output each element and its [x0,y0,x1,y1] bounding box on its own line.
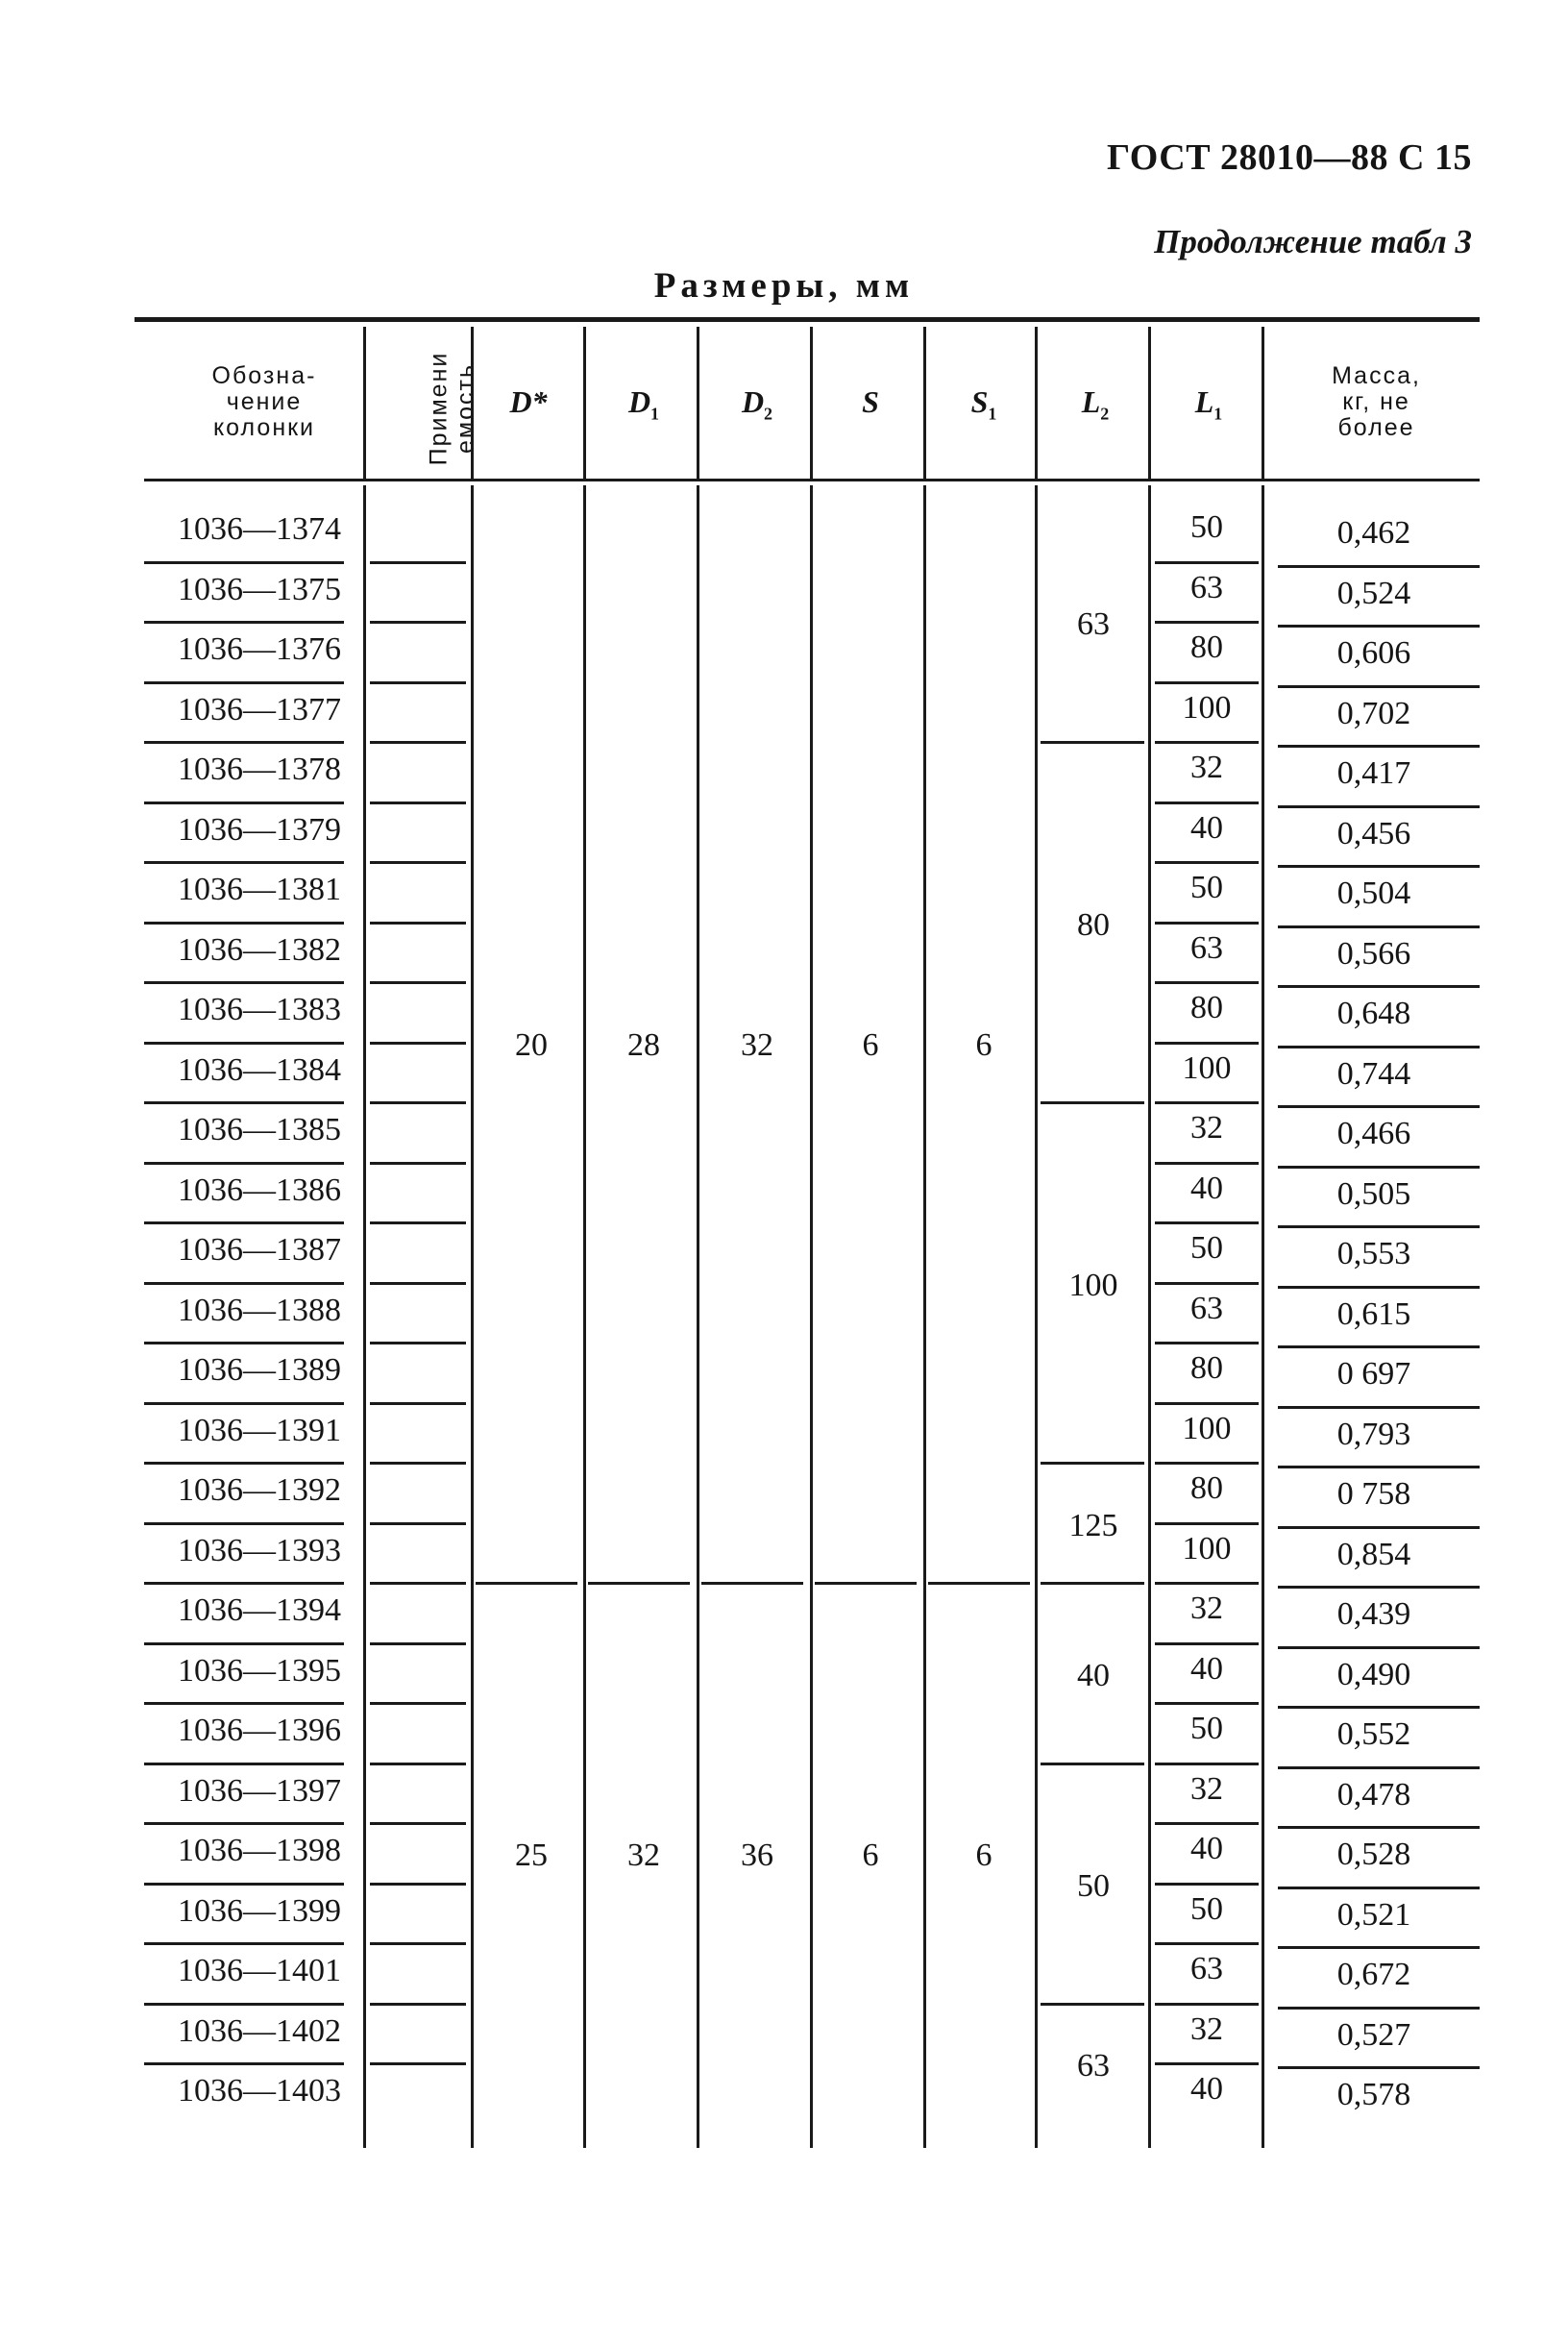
l1-underline [1155,1462,1259,1465]
l1-cell: 32 [1190,750,1223,785]
designation-cell: 1036—1395 [178,1652,341,1689]
designation-underline [144,922,344,925]
header-l2 [1040,384,1151,424]
designation-underline [144,621,344,624]
l1-cell: 32 [1190,1591,1223,1626]
l2-group-cell: 50 [1077,1867,1110,1904]
designation-cell: 1036—1397 [178,1772,341,1809]
mass-underline [1278,985,1480,988]
designation-cell: 1036—1391 [178,1412,341,1448]
header-bottom-rule [144,479,1480,481]
designation-underline [144,1042,344,1045]
l1-cell: 40 [1190,1831,1223,1866]
designation-underline [144,2003,344,2006]
mass-cell: 0,417 [1336,755,1411,791]
l1-underline [1155,1101,1259,1104]
header-s1 [928,384,1040,424]
designation-cell: 1036—1376 [178,631,341,667]
l1-cell: 32 [1190,1110,1223,1146]
l2-group-cell: 40 [1077,1657,1110,1693]
l2-group-rule [1041,1763,1144,1765]
l1-cell: 100 [1182,689,1232,726]
designation-cell: 1036—1386 [178,1172,341,1208]
mass-underline [1278,1706,1480,1709]
l1-cell: 100 [1182,1410,1232,1446]
mass-cell: 0,524 [1336,575,1411,611]
header-column-rule [810,327,813,479]
mass-underline [1278,1646,1480,1649]
l1-cell: 50 [1190,870,1223,905]
designation-underline [144,1822,344,1825]
table-top-rule [135,317,1480,322]
mass-underline [1278,1946,1480,1949]
l1-underline [1155,1282,1259,1285]
mass-underline [1278,1046,1480,1048]
l1-cell: 40 [1190,1650,1223,1687]
designation-cell: 1036—1393 [178,1532,341,1568]
mass-underline [1278,625,1480,628]
mass-cell: 0 697 [1336,1356,1411,1392]
mass-underline [1278,685,1480,688]
l2-group-cell: 63 [1077,606,1110,642]
dimension-group-rule [588,1582,690,1585]
body-column-rule [471,485,474,2148]
mass-cell: 0,744 [1336,1055,1411,1092]
designation-cell: 1036—1381 [178,872,341,907]
l1-underline [1155,681,1259,684]
mass-cell: 0,793 [1336,1416,1411,1452]
designation-cell: 1036—1396 [178,1713,341,1748]
applicability-underline [370,1763,466,1765]
mass-underline [1278,2066,1480,2069]
header-d-label: D* [509,384,548,419]
designation-cell: 1036—1384 [178,1051,341,1088]
mass-underline [1278,2007,1480,2010]
mass-underline [1278,1225,1480,1228]
dimension-group-cell: 36 [741,1837,773,1874]
l1-cell: 80 [1190,1470,1223,1506]
header-mass-line: Масса, [1332,362,1421,389]
l1-underline [1155,1822,1259,1825]
mass-underline [1278,1826,1480,1829]
l1-cell: 100 [1182,1049,1232,1086]
applicability-underline [370,1162,466,1165]
designation-underline [144,861,344,864]
header-mass [1273,363,1480,441]
mass-cell: 0,505 [1336,1175,1411,1212]
l1-underline [1155,1642,1259,1645]
designation-underline [144,681,344,684]
mass-cell: 0,854 [1336,1536,1411,1572]
designation-underline [144,1402,344,1405]
applicability-underline [370,1642,466,1645]
mass-cell: 0 758 [1336,1476,1411,1512]
dimension-group-cell: 32 [627,1837,660,1874]
l1-underline [1155,741,1259,744]
dimension-group-rule [928,1582,1030,1585]
l1-underline [1155,621,1259,624]
mass-cell: 0,615 [1336,1295,1411,1332]
designation-cell: 1036—1377 [178,691,341,728]
designation-cell: 1036—1382 [178,931,341,968]
l1-cell: 63 [1190,569,1223,605]
l1-cell: 80 [1190,629,1223,665]
applicability-underline [370,1342,466,1344]
header-d [476,384,581,420]
dimensions-caption: Размеры, мм [653,266,915,306]
designation-underline [144,1763,344,1765]
applicability-underline [370,1042,466,1045]
l2-group-cell: 125 [1068,1507,1118,1543]
body-column-rule [697,485,699,2148]
applicability-underline [370,2062,466,2065]
header-l1-label: L [1194,384,1214,419]
header-mass-line: более [1337,414,1415,441]
designation-cell: 1036—1379 [178,811,341,848]
header-column-rule [1262,327,1264,479]
header-d2 [701,384,813,424]
applicability-underline [370,861,466,864]
designation-cell: 1036—1375 [178,571,341,607]
l1-underline [1155,2003,1259,2006]
applicability-underline [370,802,466,804]
applicability-underline [370,681,466,684]
l2-group-rule [1041,741,1144,744]
mass-underline [1278,865,1480,868]
designation-underline [144,1642,344,1645]
mass-underline [1278,1526,1480,1529]
l1-cell: 40 [1190,2071,1223,2107]
mass-cell: 0,504 [1336,876,1411,911]
applicability-underline [370,1101,466,1104]
dimension-group-cell: 32 [741,1026,773,1063]
header-column-rule [1035,327,1038,479]
header-designation-line: Обозна- [211,362,317,389]
designation-cell: 1036—1383 [178,992,341,1027]
l1-underline [1155,1221,1259,1224]
dimension-group-cell: 6 [862,1837,879,1874]
mass-underline [1278,745,1480,748]
header-column-rule [923,327,926,479]
header-s-label: S [862,384,879,419]
applicability-underline [370,1282,466,1285]
mass-cell: 0,566 [1336,935,1411,972]
mass-underline [1278,565,1480,568]
l1-underline [1155,1402,1259,1405]
dimension-group-rule [815,1582,917,1585]
l1-cell: 50 [1190,1711,1223,1746]
header-applicability-line: емость [452,363,479,454]
header-column-rule [1148,327,1151,479]
mass-cell: 0,462 [1336,515,1411,551]
designation-underline [144,561,344,564]
dimension-group-rule [701,1582,803,1585]
header-designation [154,363,375,441]
header-d2-subscript: 2 [764,404,773,424]
applicability-underline [370,1883,466,1886]
designation-underline [144,802,344,804]
applicability-underline [370,1402,466,1405]
body-column-rule [810,485,813,2148]
l1-underline [1155,1702,1259,1705]
applicability-underline [370,1942,466,1945]
mass-underline [1278,1406,1480,1409]
l1-cell: 50 [1190,509,1223,545]
designation-underline [144,1462,344,1465]
designation-underline [144,1702,344,1705]
designation-cell: 1036—1389 [178,1352,341,1388]
designation-cell: 1036—1374 [178,511,341,547]
l1-underline [1155,1162,1259,1165]
designation-cell: 1036—1394 [178,1592,341,1628]
mass-cell: 0,439 [1336,1596,1411,1632]
l1-cell: 80 [1190,990,1223,1025]
designation-cell: 1036—1402 [178,2012,341,2049]
header-s1-label: S [970,384,989,419]
l2-group-rule [1041,1582,1144,1585]
mass-cell: 0,702 [1336,695,1411,731]
l2-group-cell: 80 [1077,906,1110,943]
applicability-underline [370,1462,466,1465]
designation-cell: 1036—1388 [178,1292,341,1328]
mass-underline [1278,1766,1480,1769]
mass-cell: 0,490 [1336,1656,1411,1692]
l1-cell: 32 [1190,1770,1223,1807]
l1-underline [1155,1042,1259,1045]
header-mass-line: кг, не [1342,388,1410,415]
designation-underline [144,1342,344,1344]
l1-underline [1155,561,1259,564]
designation-cell: 1036—1401 [178,1953,341,1988]
header-d1-subscript: 1 [650,404,660,424]
l1-cell: 32 [1190,2010,1223,2047]
mass-underline [1278,1345,1480,1348]
designation-cell: 1036—1387 [178,1232,341,1268]
header-designation-line: чение [226,388,303,415]
mass-underline [1278,1586,1480,1589]
header-l1 [1153,384,1264,424]
header-d1 [588,384,699,424]
applicability-underline [370,2003,466,2006]
l1-underline [1155,981,1259,984]
designation-underline [144,2062,344,2065]
mass-cell: 0,527 [1336,2016,1411,2053]
mass-cell: 0,578 [1336,2077,1411,2112]
designation-cell: 1036—1399 [178,1892,341,1929]
l1-underline [1155,802,1259,804]
header-d1-label: D [627,384,651,419]
l1-cell: 50 [1190,1230,1223,1266]
l1-underline [1155,922,1259,925]
designation-underline [144,1282,344,1285]
header-column-rule [697,327,699,479]
mass-cell: 0,553 [1336,1236,1411,1271]
l2-group-cell: 100 [1068,1267,1118,1303]
body-column-rule [583,485,586,2148]
applicability-underline [370,561,466,564]
designation-cell: 1036—1392 [178,1472,341,1508]
mass-cell: 0,552 [1336,1716,1411,1752]
mass-underline [1278,1105,1480,1108]
table-continuation-caption: Продолжение табл 3 [1154,223,1472,260]
dimension-group-cell: 6 [975,1026,992,1063]
designation-underline [144,1522,344,1525]
l1-underline [1155,1342,1259,1344]
applicability-underline [370,1702,466,1705]
applicability-underline [370,1522,466,1525]
l1-cell: 50 [1190,1890,1223,1927]
header-d2-label: D [741,384,765,419]
body-column-rule [923,485,926,2148]
designation-underline [144,1942,344,1945]
dimension-group-cell: 6 [975,1837,992,1874]
designation-underline [144,1582,344,1585]
header-l2-subscript: 2 [1100,404,1110,424]
mass-cell: 0,456 [1336,815,1411,851]
mass-underline [1278,805,1480,808]
designation-cell: 1036—1398 [178,1833,341,1868]
l1-underline [1155,2062,1259,2065]
mass-underline [1278,1887,1480,1889]
designation-underline [144,1162,344,1165]
l1-cell: 100 [1182,1530,1232,1566]
l1-cell: 40 [1190,1170,1223,1206]
designation-cell: 1036—1385 [178,1112,341,1147]
l1-underline [1155,1883,1259,1886]
mass-cell: 0,521 [1336,1896,1411,1933]
l1-cell: 40 [1190,809,1223,846]
applicability-underline [370,981,466,984]
designation-underline [144,1221,344,1224]
designation-underline [144,1883,344,1886]
mass-cell: 0,672 [1336,1957,1411,1992]
l1-underline [1155,1763,1259,1765]
mass-underline [1278,1286,1480,1289]
designation-underline [144,981,344,984]
header-column-rule [363,327,366,479]
applicability-underline [370,741,466,744]
l1-underline [1155,1942,1259,1945]
l1-underline [1155,1522,1259,1525]
mass-cell: 0,648 [1336,996,1411,1031]
header-l1-subscript: 1 [1213,404,1223,424]
header-l2-label: L [1081,384,1101,419]
l1-cell: 63 [1190,1951,1223,1986]
designation-underline [144,741,344,744]
applicability-underline [370,922,466,925]
l1-cell: 63 [1190,929,1223,966]
header-designation-line: колонки [212,414,316,441]
dimension-group-cell: 6 [862,1026,879,1063]
l2-group-rule [1041,1101,1144,1104]
header-column-rule [583,327,586,479]
l1-cell: 80 [1190,1350,1223,1386]
applicability-underline [370,1221,466,1224]
l1-underline [1155,1582,1259,1585]
dimension-group-cell: 25 [515,1837,548,1874]
applicability-underline [370,1822,466,1825]
mass-underline [1278,925,1480,928]
dimension-group-rule [476,1582,577,1585]
header-s [815,384,926,420]
mass-cell: 0,528 [1336,1837,1411,1872]
mass-underline [1278,1466,1480,1468]
l2-group-rule [1041,1462,1144,1465]
designation-cell: 1036—1378 [178,752,341,787]
header-column-rule [471,327,474,479]
mass-cell: 0,466 [1336,1116,1411,1151]
header-s1-subscript: 1 [988,404,997,424]
dimension-group-cell: 20 [515,1026,548,1063]
designation-cell: 1036—1403 [178,2073,341,2109]
applicability-underline [370,1582,466,1585]
l1-underline [1155,861,1259,864]
header-applicability-line: Примени [425,351,453,466]
dimension-group-cell: 28 [627,1026,660,1063]
l2-group-rule [1041,2003,1144,2006]
designation-underline [144,1101,344,1104]
mass-cell: 0,606 [1336,635,1411,671]
applicability-underline [370,621,466,624]
page-title: ГОСТ 28010—88 С 15 [1107,137,1472,178]
mass-underline [1278,1166,1480,1169]
l2-group-cell: 63 [1077,2048,1110,2084]
l1-cell: 63 [1190,1290,1223,1326]
mass-cell: 0,478 [1336,1776,1411,1813]
